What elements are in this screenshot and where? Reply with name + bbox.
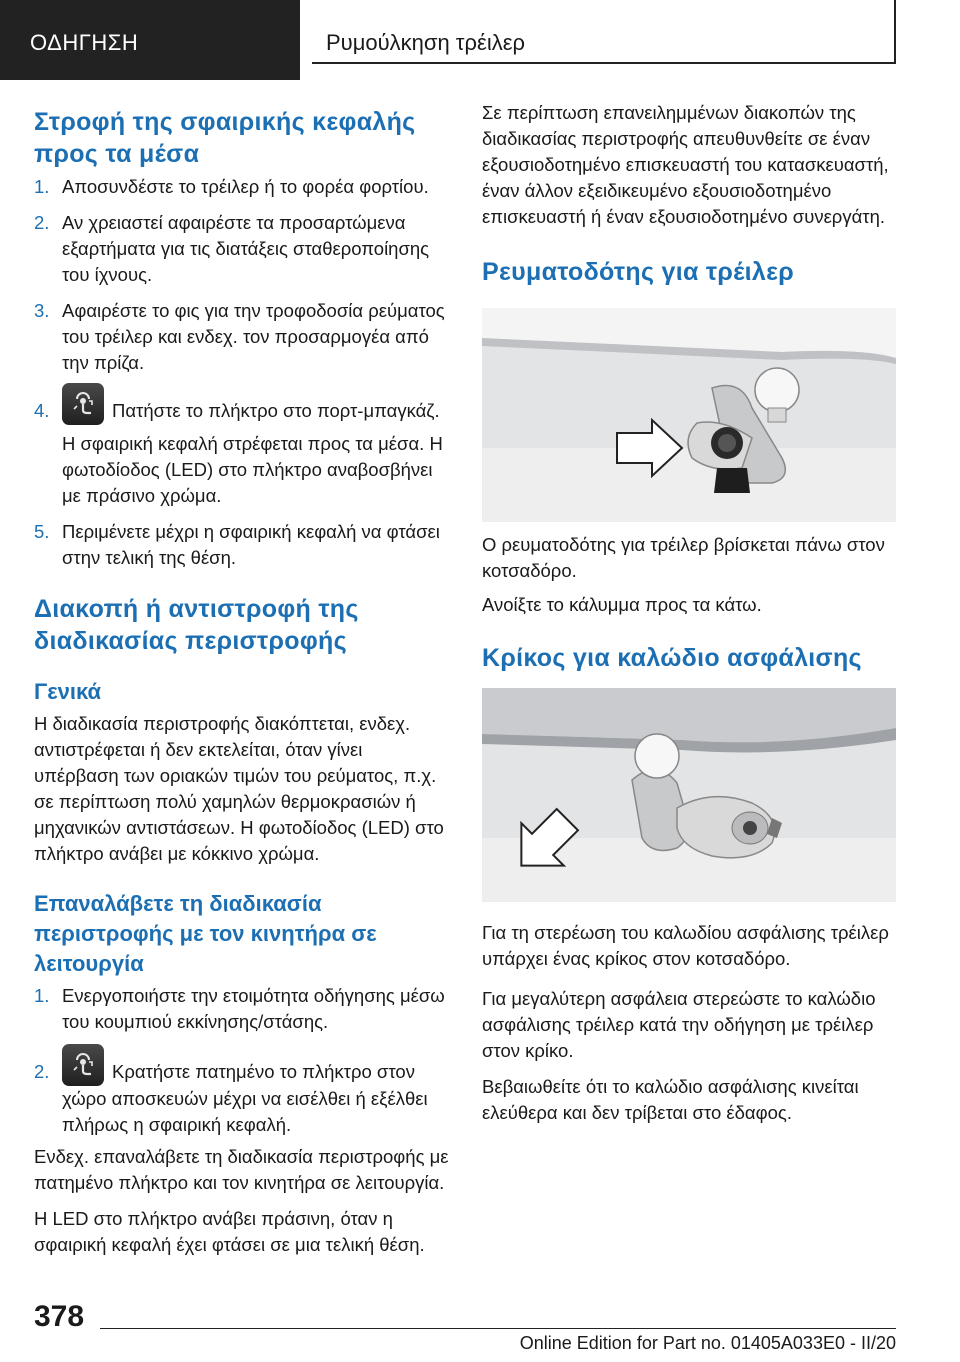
section-tab xyxy=(0,0,300,80)
step-item xyxy=(34,519,450,571)
step-number: 1. xyxy=(34,176,50,197)
step-text: Αφαιρέστε το φις για την τροφοδοσία ρεύματος του τρέιλερ και ενδεχ. τον προσαρμογέα από την πρίζα. xyxy=(62,300,445,373)
chapter-tab xyxy=(312,0,896,64)
step-number: 5. xyxy=(34,521,50,543)
left-column xyxy=(34,100,450,1258)
footer-divider xyxy=(100,1328,896,1329)
paragraph-eyelet-3: Βεβαιωθείτε ότι το καλώδιο ασφάλισης κινείται ελεύθερα και δεν τρίβεται στο έδαφος. xyxy=(482,1076,859,1123)
step-number: 3. xyxy=(34,300,50,321)
paragraph-eyelet-1: Για τη στερέωση του καλωδίου ασφάλισης τρέιλερ υπάρχει ένας κρίκος στον κοτσαδόρο. xyxy=(482,922,889,969)
step-number: 2. xyxy=(34,212,50,233)
safety-eyelet-photo xyxy=(482,688,896,902)
step-number: 2. xyxy=(34,1061,50,1083)
step-item xyxy=(34,983,450,1035)
step-item xyxy=(34,298,450,376)
step-text: Ενεργοποιήστε την ετοιμότητα οδήγησης μέσω του κουμπιού εκκίνησης/στάσης. xyxy=(62,985,445,1033)
paragraph-socket-1: Ο ρευματοδότης για τρέιλερ βρίσκεται πάνω στον κοτσαδόρο. xyxy=(482,534,885,581)
heading-socket: Ρευματοδότης για τρέιλερ xyxy=(482,258,795,286)
section-title: ΟΔΗΓΗΣΗ xyxy=(30,30,139,55)
tow-hitch-button-icon xyxy=(62,1044,104,1086)
heading-interrupt: Διακοπή ή αντιστροφή της διαδικασίας περιστροφής xyxy=(34,595,359,656)
step-note: Η σφαιρική κεφαλή στρέφεται προς τα μέσα. Η φωτοδίοδος (LED) στο πλήκτρο αναβοσβήνει με πράσινο χρώμα. xyxy=(62,433,443,507)
paragraph-repeat-2: Η LED στο πλήκτρο ανάβει πράσινη, όταν η σφαιρική κεφαλή έχει φτάσει σε μια τελική θέση. xyxy=(34,1208,425,1256)
step-text: Πατήστε το πλήκτρο στο πορτ-μπαγκάζ. xyxy=(112,400,440,421)
heading-repeat: Επαναλάβετε τη διαδικασία περιστροφής με τον κινητήρα σε λειτουργία xyxy=(34,891,377,977)
heading-general: Γενικά xyxy=(34,679,102,705)
step-number: 4. xyxy=(34,400,50,421)
trailer-socket-photo xyxy=(482,308,896,522)
steps-repeat xyxy=(34,983,450,1138)
paragraph-socket-2: Ανοίξτε το κάλυμμα προς τα κάτω. xyxy=(482,594,762,615)
paragraph-general: Η διαδικασία περιστροφής διακόπτεται, ενδεχ. αντιστρέφεται ή δεν εκτελείται, όταν γίνει υπέρβαση των οριακών τιμών του ρεύματος, π.χ. σε περίπτωση πολύ χαμηλών θερμοκρασιών ή μηχανικών αντιστάσεων. Η φωτοδίοδος (LED) στο πλήκτρο ανάβει με κόκκινο χρώμα. xyxy=(34,713,444,865)
heading-eyelet: Κρίκος για καλώδιο ασφάλισης xyxy=(482,644,862,672)
step-text: Αν χρειαστεί αφαιρέστε τα προσαρτώμενα εξαρτήματα για τις διατάξεις σταθεροποίησης του ίχνους. xyxy=(62,212,430,285)
step-text: Κρατήστε πατημένο το πλήκτρο στον χώρο αποσκευών μέχρι να εισέλθει ή εξέλθει πλήρως η σφαιρική κεφαλή. xyxy=(62,1061,428,1136)
chapter-title: Ρυμούλκηση τρέιλερ xyxy=(326,30,526,55)
tow-hitch-button-icon xyxy=(62,383,104,425)
paragraph-intro: Σε περίπτωση επανειλημμένων διακοπών της διαδικασίας περιστροφής απευθυνθείτε σε έναν εξουσιοδοτημένο επισκευαστή του κατασκευαστή, έναν άλλον εξειδικευμένο εξουσιοδοτημένο επισκευαστή ή έναν εξουσιοδοτημένο συνεργάτη. xyxy=(482,102,889,227)
step-item xyxy=(34,174,450,200)
right-column xyxy=(482,100,896,1126)
paragraph-repeat-1: Ενδεχ. επαναλάβετε τη διαδικασία περιστροφής με πατημένο πλήκτρο και τον κινητήρα σε λειτουργία. xyxy=(34,1146,449,1194)
step-number: 1. xyxy=(34,985,50,1007)
step-item xyxy=(34,398,450,509)
step-text: Περιμένετε μέχρι η σφαιρική κεφαλή να φτάσει στην τελική της θέση. xyxy=(62,521,440,569)
edition-note: Online Edition for Part no. 01405A033E0 - II/20 xyxy=(519,1333,896,1353)
paragraph-eyelet-2: Για μεγαλύτερη ασφάλεια στερεώστε το καλώδιο ασφάλισης τρέιλερ κατά την οδήγηση με τρέιλερ στον κρίκο. xyxy=(482,988,876,1061)
page-number: 378 xyxy=(34,1300,85,1333)
page-header xyxy=(0,0,960,88)
step-item xyxy=(34,210,450,288)
step-item xyxy=(34,1059,450,1138)
steps-turn-in xyxy=(34,174,450,571)
heading-turn-in: Στροφή της σφαιρικής κεφαλής προς τα μέσα xyxy=(34,108,416,168)
step-text: Αποσυνδέστε το τρέιλερ ή το φορέα φορτίου. xyxy=(62,176,429,197)
